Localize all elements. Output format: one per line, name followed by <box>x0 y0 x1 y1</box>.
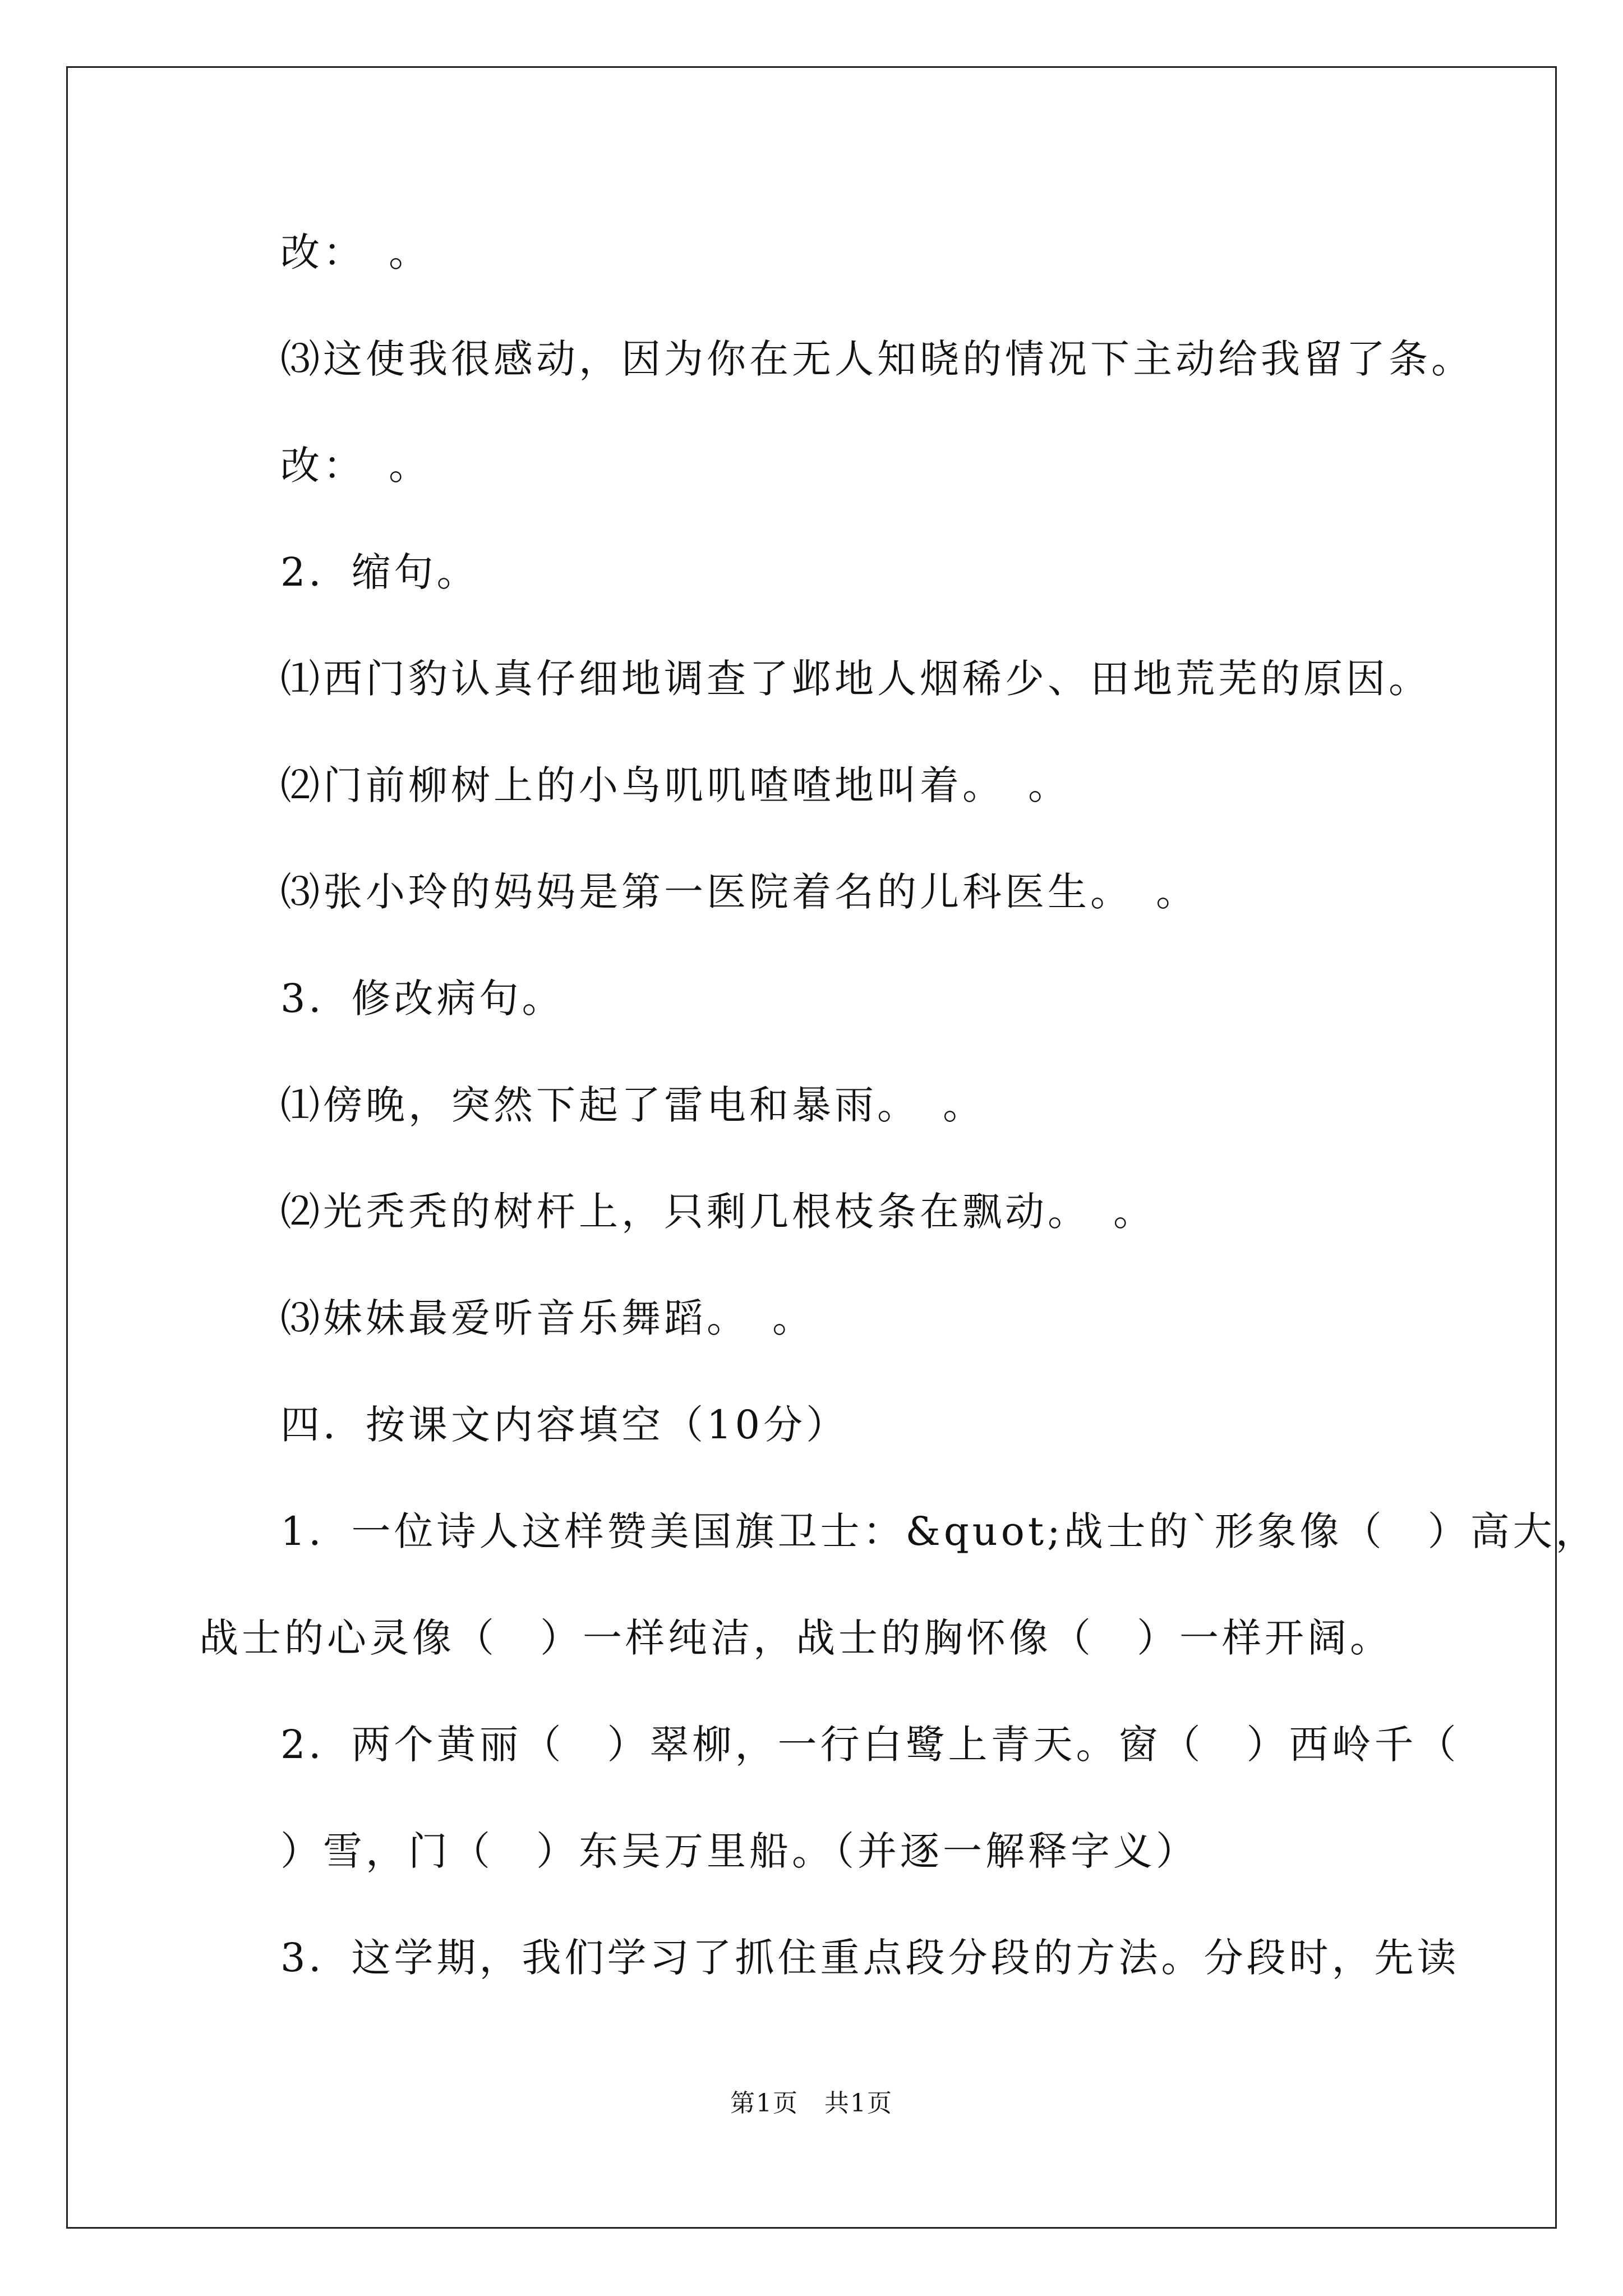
text-line-16: ）雪，门（ ）东吴万里船。（并逐一解释字义） <box>280 1828 1198 1874</box>
text-line-5: ⑴西门豹认真仔细地调查了邺地人烟稀少、田地荒芜的原因。 <box>280 656 1431 702</box>
text-line-9: ⑴傍晚，突然下起了雷电和暴雨。 。 <box>280 1082 985 1128</box>
text-line-8: 3．修改病句。 <box>280 976 565 1022</box>
page-border <box>66 66 1557 2229</box>
text-line-17: 3．这学期，我们学习了抓住重点段分段的方法。分段时，先读 <box>280 1935 1460 1981</box>
text-line-1: 改： 。 <box>280 229 431 275</box>
text-line-11: ⑶妹妹最爱听音乐舞蹈。 。 <box>280 1295 815 1341</box>
text-line-10: ⑵光秃秃的树杆上，只剩几根枝条在飘动。 。 <box>280 1189 1156 1235</box>
text-line-7: ⑶张小玲的妈妈是第一医院着名的儿科医生。 。 <box>280 869 1198 915</box>
text-line-14: 战士的心灵像（ ）一样纯洁，战士的胸怀像（ ）一样开阔。 <box>199 1615 1393 1661</box>
text-line-4: 2．缩句。 <box>280 549 479 595</box>
text-line-2: ⑶这使我很感动，因为你在无人知晓的情况下主动给我留了条。 <box>280 336 1474 382</box>
page-footer: 第1页 共1页 <box>730 2089 893 2118</box>
text-line-6: ⑵门前柳树上的小鸟叽叽喳喳地叫着。 。 <box>280 762 1071 808</box>
text-line-15: 2．两个黄丽（ ）翠柳，一行白鹭上青天。窗（ ）西岭千（ <box>280 1722 1460 1768</box>
text-line-3: 改： 。 <box>280 443 431 489</box>
text-line-12: 四．按课文内容填空（10分） <box>280 1402 849 1448</box>
text-line-13: 1．一位诗人这样赞美国旗卫士：&quot;战士的`形象像（ ）高大， <box>280 1508 1598 1554</box>
